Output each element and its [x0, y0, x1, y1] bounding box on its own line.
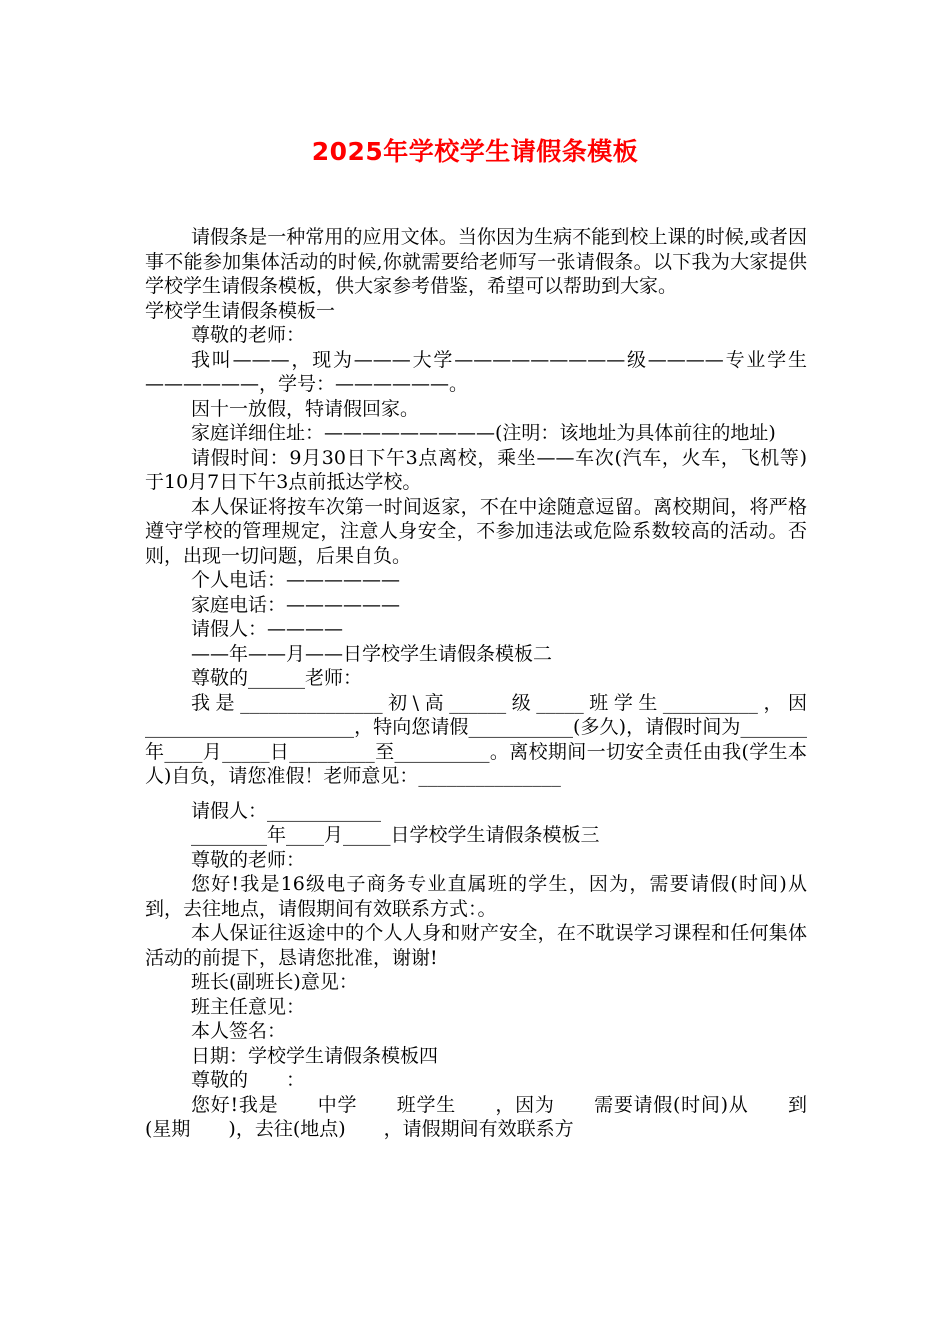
paragraph: 尊敬的老师：	[191, 848, 306, 871]
paragraph: 本人保证将按车次第一时间返家，不在中途随意逗留。离校期间，将严格遵守学校的管理规定，注意人身安全，不参加违法或危险系数较高的活动。否则，出现一切问题，后果自负。	[145, 495, 807, 567]
paragraph: 请假时间：9月30日下午3点离校，乘坐——车次(汽车，火车，飞机等) 于10月7日下午3点前抵达学校。	[145, 446, 846, 493]
paragraph: ——年——月——日学校学生请假条模板二	[191, 642, 553, 665]
paragraph: 我是_______________初\高______级_____班学生__________，因______________________，特向您请假___________(多久)，请假时间为_______年____月_____日_________至__________。离校期间一切安全责任由我(学生本人)自负，请您准假！老师意见：_______________	[145, 691, 807, 787]
paragraph: 家庭详细住址：—————————(注明：该地址为具体前往的地址)	[191, 422, 776, 444]
document-body	[145, 225, 846, 1142]
paragraph: 本人保证往返途中的个人人身和财产安全，在不耽误学习课程和任何集体活动的前提下，恳请您批准，谢谢!	[145, 922, 807, 969]
paragraph: 尊敬的______老师：	[191, 667, 363, 689]
document-title: 2025年学校学生请假条模板	[311, 137, 639, 166]
paragraph: 请假人：————	[191, 618, 344, 640]
paragraph: 日期：学校学生请假条模板四	[191, 1044, 439, 1067]
paragraph: 学校学生请假条模板一	[145, 299, 336, 322]
paragraph: 家庭电话：——————	[191, 593, 401, 616]
paragraph: 请假条是一种常用的应用文体。当你因为生病不能到校上课的时候,或者因事不能参加集体活动的时候,你就需要给老师写一张请假条。以下我为大家提供学校学生请假条模板，供大家参考借鉴，希望可以帮助到大家。	[145, 226, 807, 297]
paragraph: 请假人：____________	[191, 799, 382, 822]
paragraph: 班长(副班长)意见：	[191, 971, 358, 993]
paragraph: ________年____月_____日学校学生请假条模板三	[191, 824, 600, 846]
paragraph: 您好!我是 中学 班学生 ，因为 需要请假(时间)从 到 (星期 )，去往(地点) ，请假期间有效联系方	[145, 1093, 846, 1140]
paragraph: 因十一放假，特请假回家。	[191, 397, 420, 420]
paragraph: 尊敬的 ：	[191, 1069, 306, 1091]
paragraph: 您好!我是16级电子商务专业直属班的学生，因为，需要请假(时间)从到，去往地点，请假期间有效联系方式：。	[145, 873, 807, 920]
paragraph: 尊敬的老师：	[191, 324, 306, 346]
paragraph: 个人电话：——————	[191, 569, 401, 591]
paragraph: 我叫———，现为———大学—————————级————专业学生——————，学号：——————。	[145, 348, 807, 395]
paragraph: 本人签名：	[191, 1020, 287, 1042]
paragraph: 班主任意见：	[191, 995, 306, 1018]
